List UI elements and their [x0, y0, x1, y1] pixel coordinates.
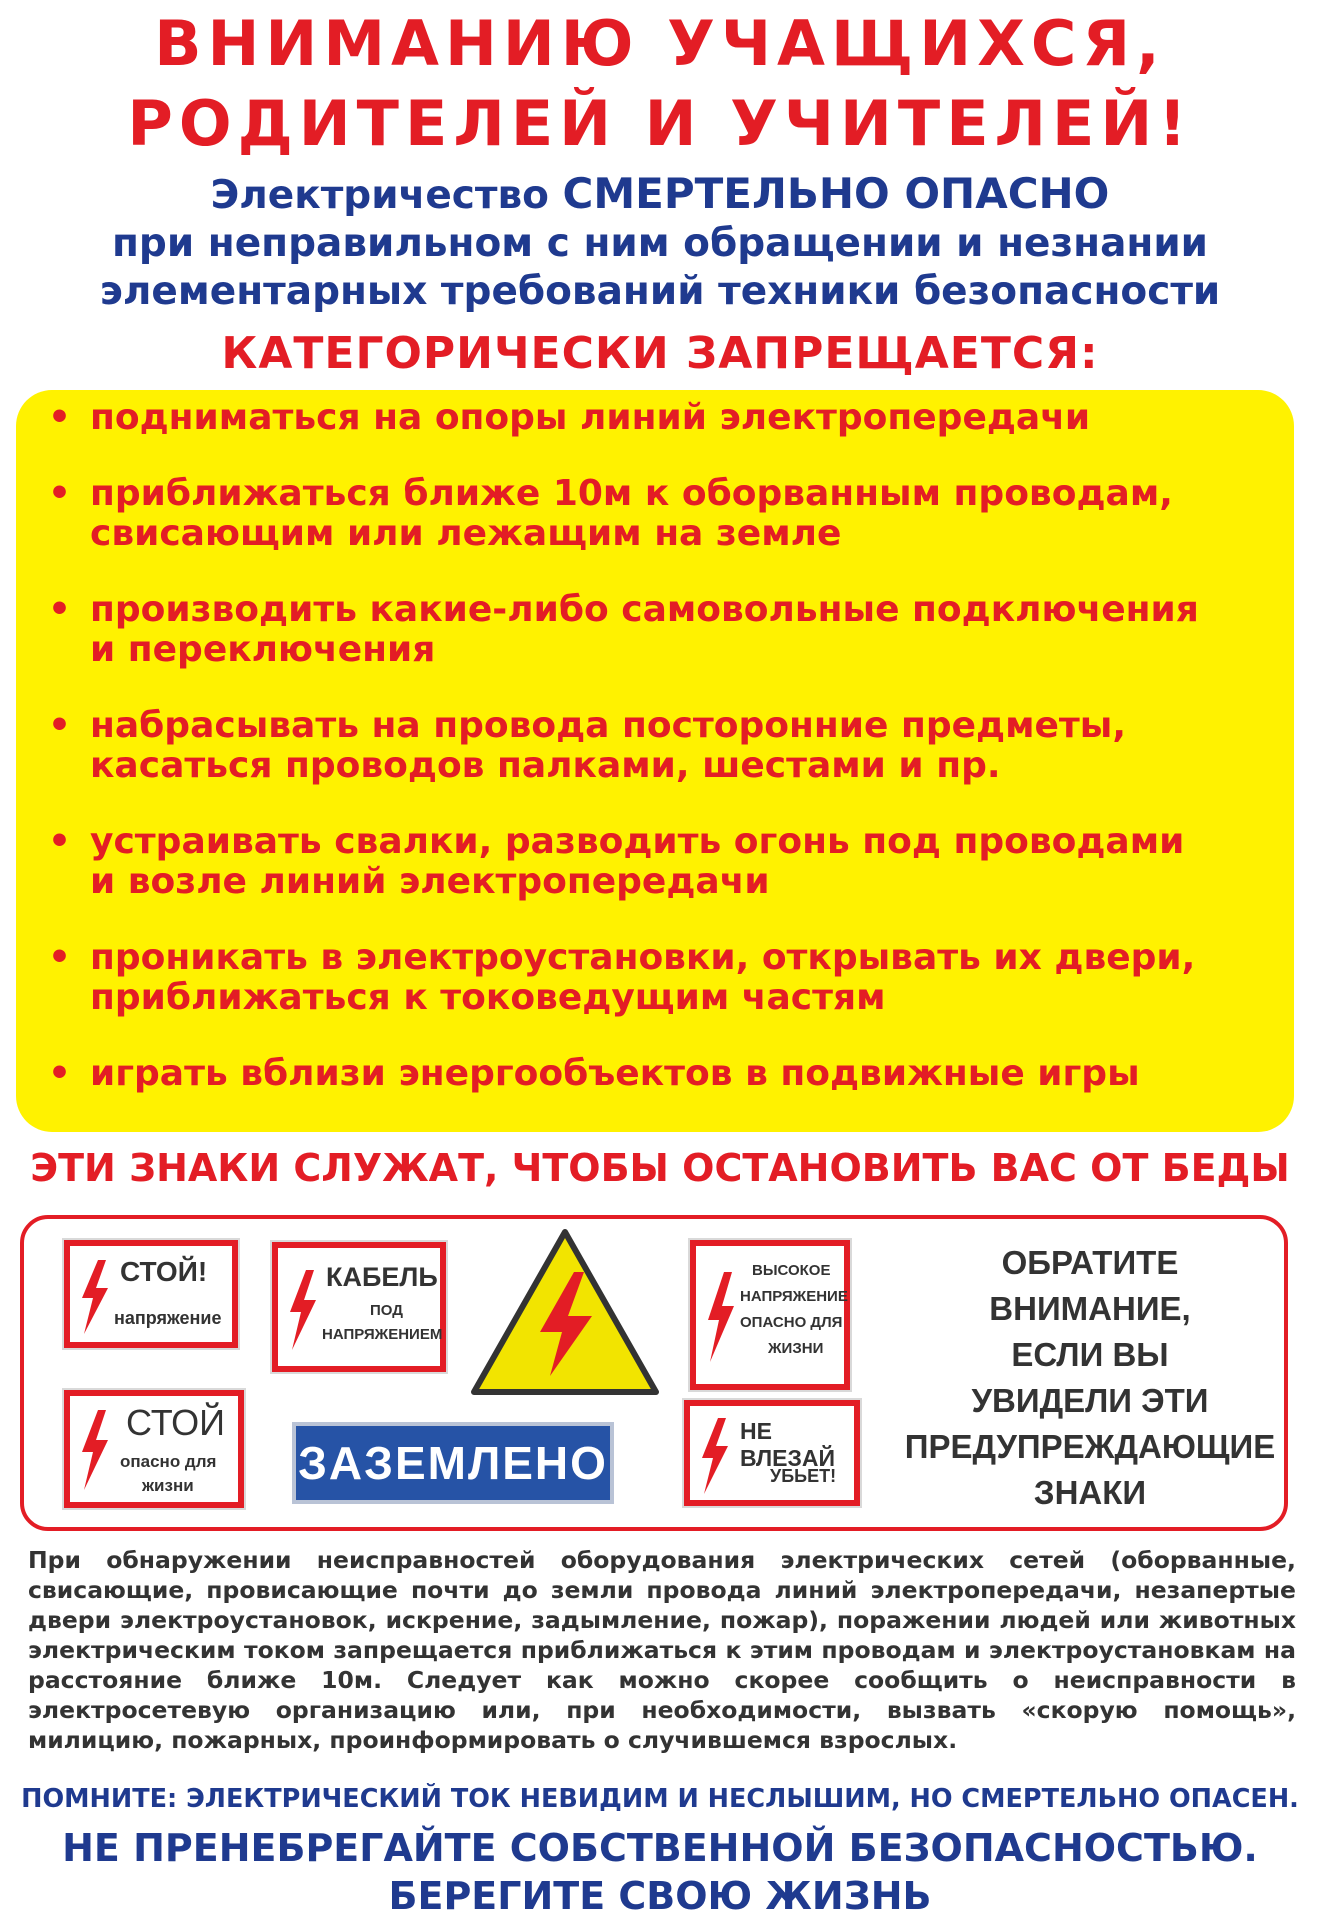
warning-triangle-icon [470, 1228, 660, 1396]
attention-line: ВНИМАНИЕ, [989, 1290, 1191, 1327]
rule-text-line-2: свисающим или лежащим на земле [90, 513, 842, 554]
lightning-bolt-icon [704, 1272, 738, 1362]
rule-text-line-2: касаться проводов палками, шестами и пр. [90, 745, 1001, 786]
rule-item [40, 706, 1290, 786]
rule-item [40, 822, 1290, 902]
sign-cable-voltage [272, 1242, 446, 1372]
signs-heading: ЭТИ ЗНАКИ СЛУЖАТ, ЧТОБЫ ОСТАНОВИТЬ ВАС ОТ БЕДЫ [30, 1146, 1290, 1190]
bullet-icon: • [48, 473, 72, 514]
title-line-1: ВНИМАНИЮ УЧАЩИХСЯ, [154, 7, 1166, 80]
bullet-icon: • [48, 1053, 72, 1094]
rule-item [40, 1054, 1290, 1094]
sign-high-voltage [690, 1240, 850, 1390]
final-line-2: БЕРЕГИТЕ СВОЮ ЖИЗНЬ [388, 1874, 932, 1918]
rule-item [40, 398, 1290, 438]
bullet-icon: • [48, 397, 72, 438]
sign-sub-text: жизни [142, 1476, 194, 1495]
lightning-bolt-icon [78, 1260, 112, 1334]
sign-stop-danger [64, 1390, 244, 1508]
sign-main-text: СТОЙ! [120, 1256, 208, 1287]
rule-text-line-1: играть вблизи энергообъектов в подвижные игры [90, 1053, 1140, 1094]
rule-text-line-1: проникать в электроустановки, открывать их двери, [90, 937, 1196, 978]
instructions-paragraph: При обнаружении неисправностей оборудования электрических сетей (оборванные, свисающие, провисающие почти до земли провода линий электропередачи, незапертые двери электроустановок, искрение, задымление, пожар), поражении людей или животных электрическим током запрещается приближаться к этим проводам и электроустановкам на расстояние ближе 10м. Следует как можно скорее сообщить о неисправности в электросетевую организацию или, при необходимости, вызвать «скорую помощь», милицию, пожарных, проинформировать о случившемся взрослых. [28, 1546, 1296, 1754]
subtitle-prefix: Электричество [210, 173, 563, 218]
bullet-icon: • [48, 705, 72, 746]
sign-text-line: НАПРЯЖЕНИЕ [740, 1288, 848, 1305]
sign-sub-text: УБЬЕТ! [770, 1466, 837, 1486]
sign-text-line: ОПАСНО ДЛЯ [740, 1314, 843, 1331]
rule-item [40, 938, 1290, 1018]
rule-text-line-1: набрасывать на провода посторонние предметы, [90, 705, 1127, 746]
rule-text-line-1: подниматься на опоры линий электропередачи [90, 397, 1091, 438]
rule-text-line-2: и переключения [90, 629, 436, 670]
sign-main-text: СТОЙ [126, 1402, 226, 1443]
attention-line: ОБРАТИТЕ [1001, 1244, 1179, 1281]
rule-text-line-1: устраивать свалки, разводить огонь под проводами [90, 821, 1185, 862]
rule-item [40, 474, 1290, 554]
rules-list [40, 398, 1290, 1130]
attention-line: ЕСЛИ ВЫ [1011, 1336, 1169, 1373]
attention-line: ЗНАКИ [1033, 1474, 1147, 1511]
subtitle-line-3: элементарных требований техники безопасности [99, 269, 1221, 314]
bullet-icon: • [48, 937, 72, 978]
rule-text-line-2: приближаться к токоведущим частям [90, 977, 886, 1018]
rule-text-line-1: приближаться ближе 10м к оборванным проводам, [90, 473, 1173, 514]
sign-main-text: КАБЕЛЬ [326, 1262, 438, 1292]
subtitle-emphasis: СМЕРТЕЛЬНО ОПАСНО [562, 169, 1110, 218]
sign-text-line: ЖИЗНИ [768, 1340, 824, 1357]
final-line-1: НЕ ПРЕНЕБРЕГАЙТЕ СОБСТВЕННОЙ БЕЗОПАСНОСТЬЮ. [62, 1826, 1258, 1870]
bullet-icon: • [48, 821, 72, 862]
sign-sub-text: напряжение [114, 1308, 222, 1328]
sign-stop-voltage [64, 1240, 238, 1348]
sign-main-text: НЕ ВЛЕЗАЙ [740, 1418, 836, 1471]
sign-no-climb [684, 1400, 860, 1506]
bullet-icon: • [48, 589, 72, 630]
subtitle-line-1 [0, 170, 1320, 220]
sign-sub-text: опасно для [120, 1452, 217, 1471]
sign-text-line: ВЫСОКОЕ [752, 1262, 831, 1279]
forbidden-heading: КАТЕГОРИЧЕСКИ ЗАПРЕЩАЕТСЯ: [221, 328, 1099, 379]
lightning-bolt-icon [286, 1270, 320, 1350]
remember-line: ПОМНИТЕ: ЭЛЕКТРИЧЕСКИЙ ТОК НЕВИДИМ И НЕСЛЫШИМ, НО СМЕРТЕЛЬНО ОПАСЕН. [21, 1784, 1299, 1814]
sign-sub-text: ПОД [370, 1302, 403, 1319]
sign-sub-text: НАПРЯЖЕНИЕМ [322, 1326, 443, 1343]
title-line-2: РОДИТЕЛЕЙ И УЧИТЕЛЕЙ! [127, 87, 1193, 160]
attention-line: ПРЕДУПРЕЖДАЮЩИЕ [904, 1428, 1276, 1465]
subtitle-line-2: при неправильном с ним обращении и незнании [111, 221, 1209, 266]
lightning-bolt-icon [78, 1410, 112, 1490]
sign-grounded: ЗАЗЕМЛЕНО [292, 1422, 614, 1504]
attention-line: УВИДЕЛИ ЭТИ [971, 1382, 1209, 1419]
rule-text-line-1: производить какие-либо самовольные подключения [90, 589, 1199, 630]
attention-text [900, 1240, 1280, 1516]
rule-text-line-2: и возле линий электропередачи [90, 861, 770, 902]
rule-item [40, 590, 1290, 670]
lightning-bolt-icon [698, 1418, 732, 1494]
